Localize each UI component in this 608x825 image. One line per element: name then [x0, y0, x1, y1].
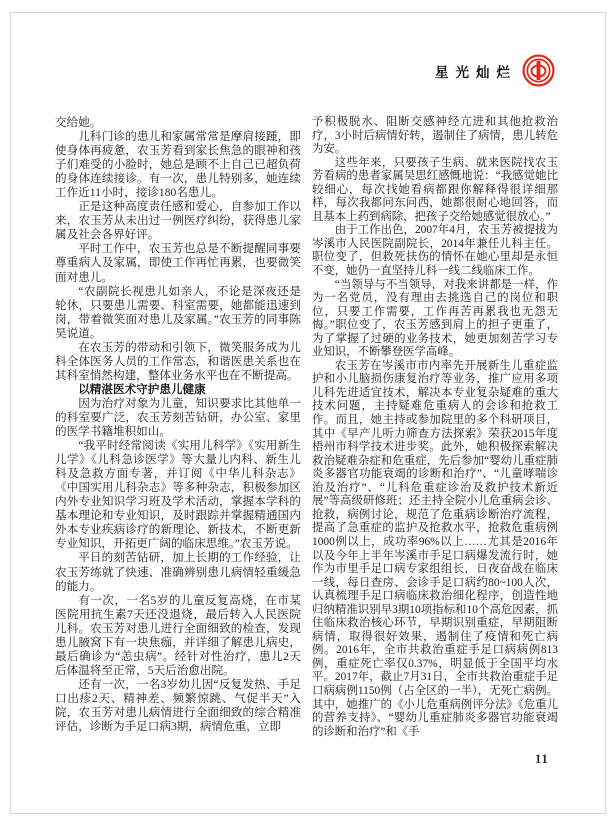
paragraph: “农副院长视患儿如亲人，不论是深夜还是轮休，只要患儿需要、科室需要，她都能迅速到岗，带着微笑面对患儿及家属。”农玉芳的同事陈昊说道。: [55, 284, 301, 340]
left-column: [55, 116, 301, 739]
paragraph: 有一次，一名5岁的儿童反复高烧，在市某医院用抗生素7天还没退烧，最后转入人民医院儿科。农玉芳对患儿进行全面细致的检查，发现患儿腋窝下有一块焦痂，并详细了解患儿病史，最后确诊为“恙虫病”。经针对性治疗，患儿2天后体温将至正常，5天后治愈出院。: [55, 593, 301, 677]
paragraph: 因为治疗对象为儿童，知识要求比其他单一的科室要广泛，农玉芳刻苦钻研，办公室、家里的医学书籍堆积如山。: [55, 396, 301, 439]
trade-union-emblem-icon: [522, 54, 555, 87]
right-column: [312, 116, 558, 739]
paragraph: “当领导与不当领导，对我来讲都是一样，作为一名党员，没有理由去挑选自己的岗位和职位，只要工作需要，工作再苦再累我也无怨无悔。”职位变了，农玉芳感到肩上的担子更重了，为了掌握了过硬的业务技术，她更加刻苦学习专业知识，不断攀登医学高峰。: [312, 278, 558, 359]
running-header: [435, 54, 555, 87]
paragraph: 在农玉芳的带动和引领下，微笑服务成为儿科全体医务人员的工作常态，和谐医患关系也在其科室悄然构建，整体业务水平也在不断提高。: [55, 340, 301, 382]
paragraph: 还有一次，一名3岁幼儿因“反复发热、手足口出疹2天、精神差、频繁惊跳、气促半天”入院，农玉芳对患儿病情进行全面细致的综合精准评估，诊断为手足口病3期，病情危重，立即: [55, 677, 301, 734]
paragraph: 正是这种高度责任感和爱心，自参加工作以来，农玉芳从未出过一例医疗纠纷，获得患儿家属及社会各界好评。: [55, 200, 301, 242]
paragraph: “我平时经常阅读《实用儿科学》《实用新生儿学》《儿科急诊医学》等大量儿内科、新生儿科及急救方面专著，并订阅《中华儿科杂志》《中国实用儿科杂志》等多种杂志，积极参加区内外专业知识学习班及学术活动，掌握本学科的基本理论和专业知识，及时跟踪并掌握精通国内外本专业疾病诊疗的新理论、新技术，不断更新专业知识，开拓更广阔的临床思维。”农玉芳说。: [55, 439, 301, 551]
article-body: [55, 116, 558, 739]
paragraph: 这些年来，只要孩子生病、就来医院找农玉芳看病的患者家属吴思红感慨地说：“我感觉她比较细心，每次找她看病都跟你解释得很详细那样，每次我都问东问西，她都很耐心地回答，而且基本上药到病除，把孩子交给她感觉很放心。”: [312, 156, 558, 223]
paragraph: 交给她。: [55, 116, 102, 129]
paragraph: 由于工作出色，2007年4月，农玉芳被提拔为岑溪市人民医院副院长，2014年兼任儿科主任。职位变了，但救死扶伤的情怀在她心里却是永恒不变，她仍一直坚持儿科一线二线临床工作。: [312, 224, 558, 278]
paragraph: 儿科门诊的患儿和家属常常是摩肩接踵，即使身体再疲惫，农玉芳看到家长焦急的眼神和孩子们难受的小脸时，她总是顾不上自己已超负荷的身体连续接诊。有一次，患儿特别多，她连续工作近11小时，接诊180名患儿。: [55, 130, 301, 200]
header-title: 星光灿烂: [435, 64, 517, 80]
page-number: 11: [535, 752, 549, 766]
paragraph: 予积极脱水、阻断交感神经亢进和其他抢救治疗，3小时后病情好转，遏制住了病情，患儿转危为安。: [312, 116, 558, 156]
paragraph: 平时工作中，农玉芳也总是不断提醒同事要尊重病人及家属，即使工作再忙再累，也要微笑面对患儿。: [55, 242, 301, 284]
section-subheading: 以精湛医术守护患儿健康: [78, 382, 206, 396]
paragraph: 平日的刻苦钻研，加上长期的工作经验，让农玉芳练就了快速、准确辨别患儿病情轻重缓急的能力。: [55, 551, 301, 593]
paragraph: 农玉芳在岑溪市市内率先开展新生儿重症监护和小儿脑损伤康复治疗等业务，推广应用多项儿科先进适宜技术，解决本专业复杂疑难的重大技术问题，主持疑难危重病人的会诊和抢救工作。而且，她主持或参加院里的多个科研项目，其中《早产儿听力筛查方法探索》荣获2015年度梧州市科学技术进步奖。此外，她积极探索解决救治疑难杂症和危重症，先后参加“婴幼儿重症肺炎多器官功能衰竭的诊断和治疗”、“儿童哮喘诊治及治疗”、“儿科危重症诊治及救护技术新近展”等高级研修班；还主持全院小儿危重病会诊、抢救，病例讨论，规范了危重病诊断治疗流程，提高了急重症的监护及抢救水平，抢救危重病例1000例以上，成功率96%以上……尤其是2016年以及今年上半年岑溪市手足口病爆发流行时，她作为市里手足口病专家组组长，日夜奋战在临床一线，每日查房、会诊手足口病约80~100人次，认真梳理手足口病临床救治细化程序，创造性地归纳精准识别早3期10项指标和10个高危因素，抓住临床救治核心环节，早期识别重症，早期阻断病情，取得很好效果，遏制住了疫情和死亡病例。2016年，全市共救治重症手足口病病例813例，重症死亡率仅0.37%，明显低于全国平均水平。2017年，截止7月31日，全市共救治重症手足口病病例1150例（占全区的一半），无死亡病例。其中，她推广的《小儿危重病例评分法》《危重儿的营养支持》、“婴幼儿重症肺炎多器官功能衰竭的诊断和治疗”和《手: [312, 359, 558, 738]
